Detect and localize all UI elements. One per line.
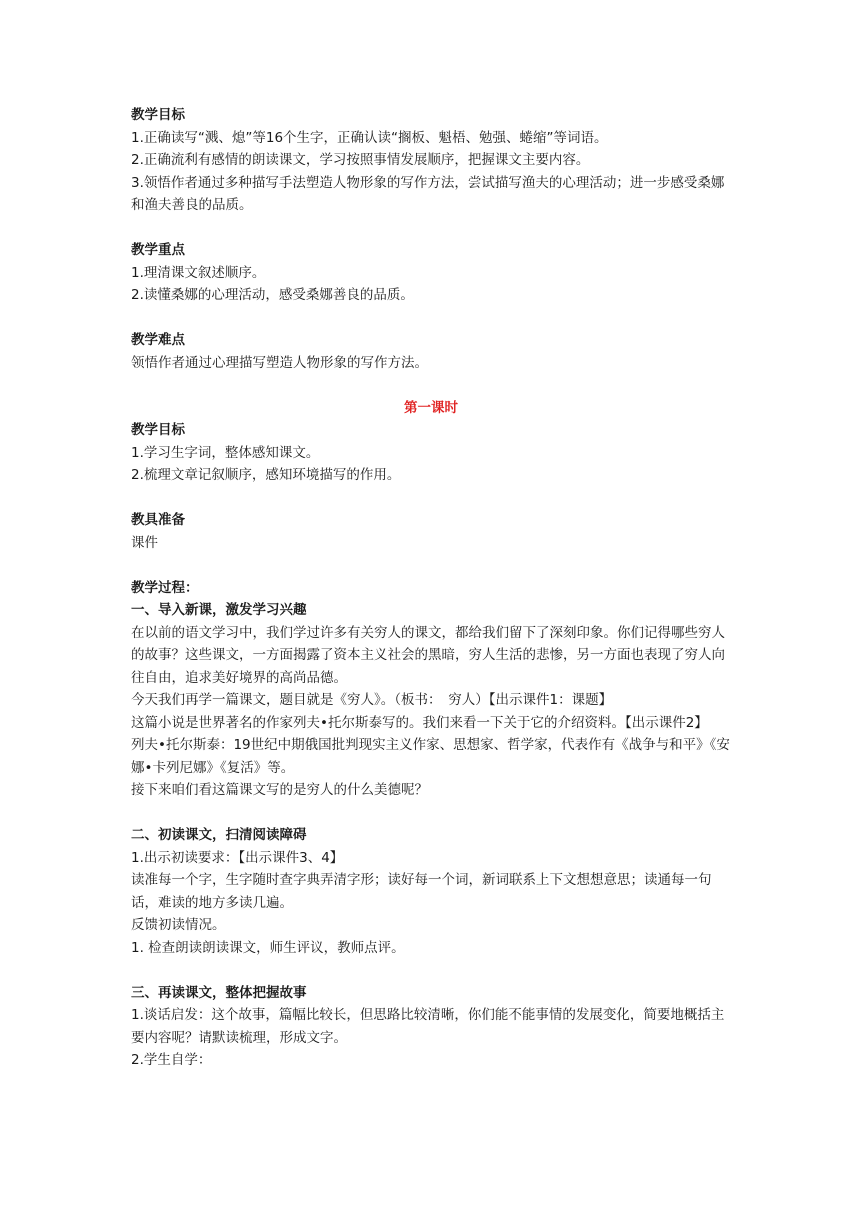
key-point-item: 2.读懂桑娜的心理活动，感受桑娜善良的品质。 [131, 287, 414, 303]
lesson-objective-item: 1.学习生字词，整体感知课文。 [131, 444, 320, 461]
paragraph: 1.谈话启发：这个故事，篇幅比较长，但思路比较清晰，你们能不能事情的发展变化，简要地概括主要内容呢？请默读梳理，形成文字。 [131, 1007, 725, 1046]
spacer [131, 307, 731, 330]
process-heading: 教学过程： [131, 579, 199, 596]
spacer [131, 554, 731, 577]
spacer [131, 217, 731, 240]
paragraph: 反馈初读情况。 [131, 917, 226, 933]
paragraph: 列夫•托尔斯泰：19世纪中期俄国批判现实主义作家、思想家、哲学家，代表作有《战争与和平》《安娜•卡列尼娜》《复活》等。 [131, 737, 730, 776]
objective-item: 3.领悟作者通过多种描写手法塑造人物形象的写作方法，尝试描写渔夫的心理活动；进一步感受桑娜和渔夫善良的品质。 [131, 174, 725, 213]
paragraph: 接下来咱们看这篇课文写的是穷人的什么美德呢？ [131, 782, 428, 798]
difficulties-text: 领悟作者通过心理描写塑造人物形象的写作方法。 [131, 354, 428, 371]
objective-item: 1.正确读写“溅、熄”等16个生字，正确认读“搁板、魁梧、勉强、蜷缩”等词语。 [131, 129, 608, 146]
paragraph: 今天我们再学一篇课文，题目就是《穷人》。（板书： 穷人）【出示课件1：课题】 [131, 692, 613, 708]
section-heading: 一、导入新课，激发学习兴趣 [131, 602, 307, 618]
paragraph: 1. 检查朗读朗读课文，师生评议，教师点评。 [131, 939, 405, 956]
tools-heading: 教具准备 [131, 512, 185, 528]
paragraph: 1.出示初读要求：【出示课件3、4】 [131, 849, 344, 866]
section-heading: 三、再读课文，整体把握故事 [131, 984, 307, 1001]
document-body [131, 104, 731, 1072]
objective-item: 2.正确流利有感情的朗读课文，学习按照事情发展顺序，把握课文主要内容。 [131, 152, 590, 168]
spacer [131, 487, 731, 510]
key-points-heading: 教学重点 [131, 242, 185, 258]
paragraph: 2.学生自学： [131, 1052, 212, 1068]
spacer [131, 802, 731, 825]
objectives-heading: 教学目标 [131, 107, 185, 123]
paragraph: 在以前的语文学习中，我们学过许多有关穷人的课文，都给我们留下了深刻印象。你们记得哪些穷人的故事？这些课文，一方面揭露了资本主义社会的黑暗，穷人生活的悲惨，另一方面也表现了穷人向往自由，追求美好境界的高尚品德。 [131, 624, 725, 686]
tools-text: 课件 [131, 534, 158, 551]
section-heading: 二、初读课文，扫清阅读障碍 [131, 827, 307, 843]
lesson-objectives-heading: 教学目标 [131, 422, 185, 438]
spacer [131, 374, 731, 397]
lesson-title: 第一课时 [404, 399, 458, 416]
paragraph: 读准每一个字，生字随时查字典弄清字形；读好每一个词，新词联系上下文想想意思；读通每一句话，难读的地方多读几遍。 [131, 872, 712, 911]
key-point-item: 1.理清课文叙述顺序。 [131, 264, 266, 281]
spacer [131, 959, 731, 982]
difficulties-heading: 教学难点 [131, 332, 185, 348]
lesson-objective-item: 2.梳理文章记叙顺序，感知环境描写的作用。 [131, 467, 401, 483]
paragraph: 这篇小说是世界著名的作家列夫•托尔斯泰写的。我们来看一下关于它的介绍资料。【出示课件2】 [131, 714, 708, 731]
